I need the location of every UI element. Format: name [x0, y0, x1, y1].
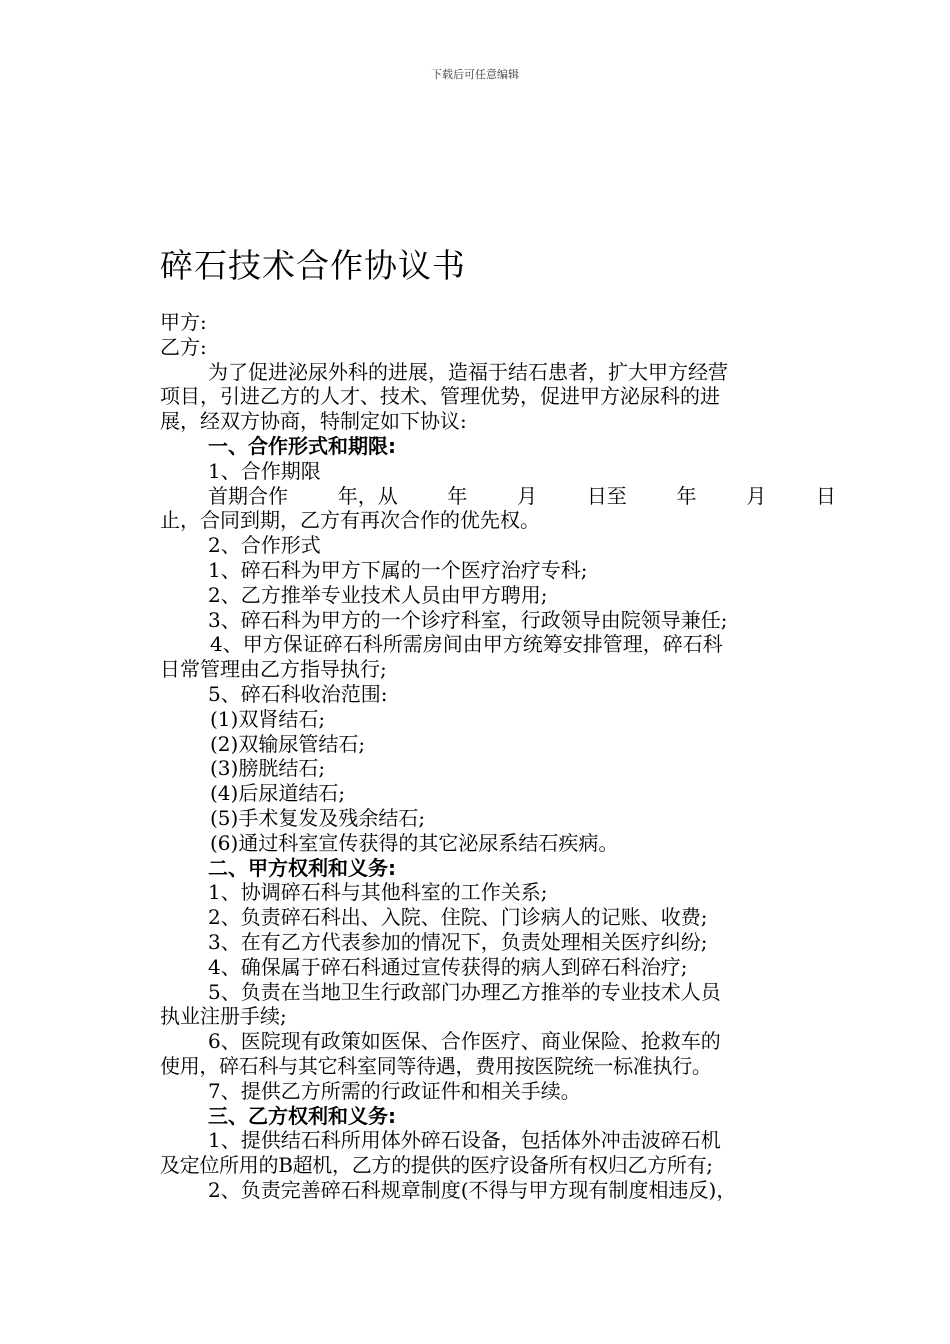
- document-body: [160, 310, 836, 1203]
- intro-line: 展，经双方协商，特制定如下协议:: [160, 409, 467, 434]
- clause-item-cont: 及定位所用的B超机，乙方的提供的医疗设备所有权归乙方所有;: [160, 1153, 713, 1178]
- clause-item: 7、提供乙方所需的行政证件和相关手续。: [208, 1078, 581, 1103]
- clause-item: 1、碎石科为甲方下属的一个医疗治疗专科;: [208, 557, 588, 582]
- period-part: 日: [815, 483, 836, 508]
- period-line-cont: 止，合同到期，乙方有再次合作的优先权。: [160, 508, 540, 533]
- scope-item: (2)双输尿管结石;: [210, 731, 366, 756]
- period-part: 日至: [586, 483, 627, 508]
- period-line: [160, 484, 836, 509]
- clause-item-cont: 执业注册手续;: [160, 1004, 287, 1029]
- clause-item: 3、碎石科为甲方的一个诊疗科室，行政领导由院领导兼任;: [208, 607, 728, 632]
- clause-item: 2、负责碎石科出、入院、住院、门诊病人的记账、收费;: [208, 905, 708, 930]
- period-part: 年: [676, 483, 697, 508]
- clause-item: 2、负责完善碎石科规章制度(不得与甲方现有制度相违反)，: [208, 1177, 737, 1202]
- clause-item: 4、甲方保证碎石科所需房间由甲方统筹安排管理，碎石科: [210, 632, 723, 657]
- clause-label: 5、碎石科收治范围:: [208, 681, 388, 706]
- party-b-label: 乙方:: [160, 334, 207, 359]
- period-part: 月: [517, 483, 538, 508]
- clause-item-cont: 使用，碎石科与其它科室同等待遇，费用按医院统一标准执行。: [160, 1053, 712, 1078]
- scope-item: (1)双肾结石;: [210, 706, 326, 731]
- period-part: 年，从: [337, 483, 398, 508]
- page-header: 下载后可任意编辑: [431, 68, 519, 81]
- period-part: 月: [746, 483, 767, 508]
- intro-line: 项目，引进乙方的人才、技术、管理优势，促进甲方泌尿科的进: [160, 384, 720, 409]
- clause-item-cont: 日常管理由乙方指导执行;: [160, 657, 387, 682]
- scope-item: (4)后尿道结石;: [210, 781, 346, 806]
- period-part: 年: [447, 483, 468, 508]
- clause-item: 6、医院现有政策如医保、合作医疗、商业保险、抢救车的: [208, 1029, 721, 1054]
- section-heading: 三、乙方权利和义务:: [208, 1103, 396, 1128]
- clause-item: 1、协调碎石科与其他科室的工作关系;: [208, 880, 548, 905]
- intro-line: 为了促进泌尿外科的进展，造福于结石患者，扩大甲方经营: [208, 359, 728, 384]
- scope-item: (6)通过科室宣传获得的其它泌尿系结石疾病。: [210, 830, 619, 855]
- document-title: 碎石技术合作协议书: [160, 246, 466, 285]
- section-heading: 一、合作形式和期限:: [208, 433, 396, 458]
- scope-item: (3)膀胱结石;: [210, 756, 326, 781]
- clause-label: 1、合作期限: [208, 458, 321, 483]
- clause-item: 3、在有乙方代表参加的情况下，负责处理相关医疗纠纷;: [208, 929, 708, 954]
- party-a-label: 甲方:: [160, 310, 207, 334]
- clause-item: 2、乙方推举专业技术人员由甲方聘用;: [208, 582, 548, 607]
- clause-item: 1、提供结石科所用体外碎石设备，包括体外冲击波碎石机: [208, 1128, 721, 1153]
- clause-item: 4、确保属于碎石科通过宣传获得的病人到碎石科治疗;: [208, 954, 688, 979]
- period-part: 首期合作: [208, 483, 288, 508]
- section-heading: 二、甲方权利和义务:: [208, 855, 396, 880]
- clause-label: 2、合作形式: [208, 533, 321, 558]
- scope-item: (5)手术复发及残余结石;: [210, 805, 426, 830]
- clause-item: 5、负责在当地卫生行政部门办理乙方推举的专业技术人员: [208, 979, 721, 1004]
